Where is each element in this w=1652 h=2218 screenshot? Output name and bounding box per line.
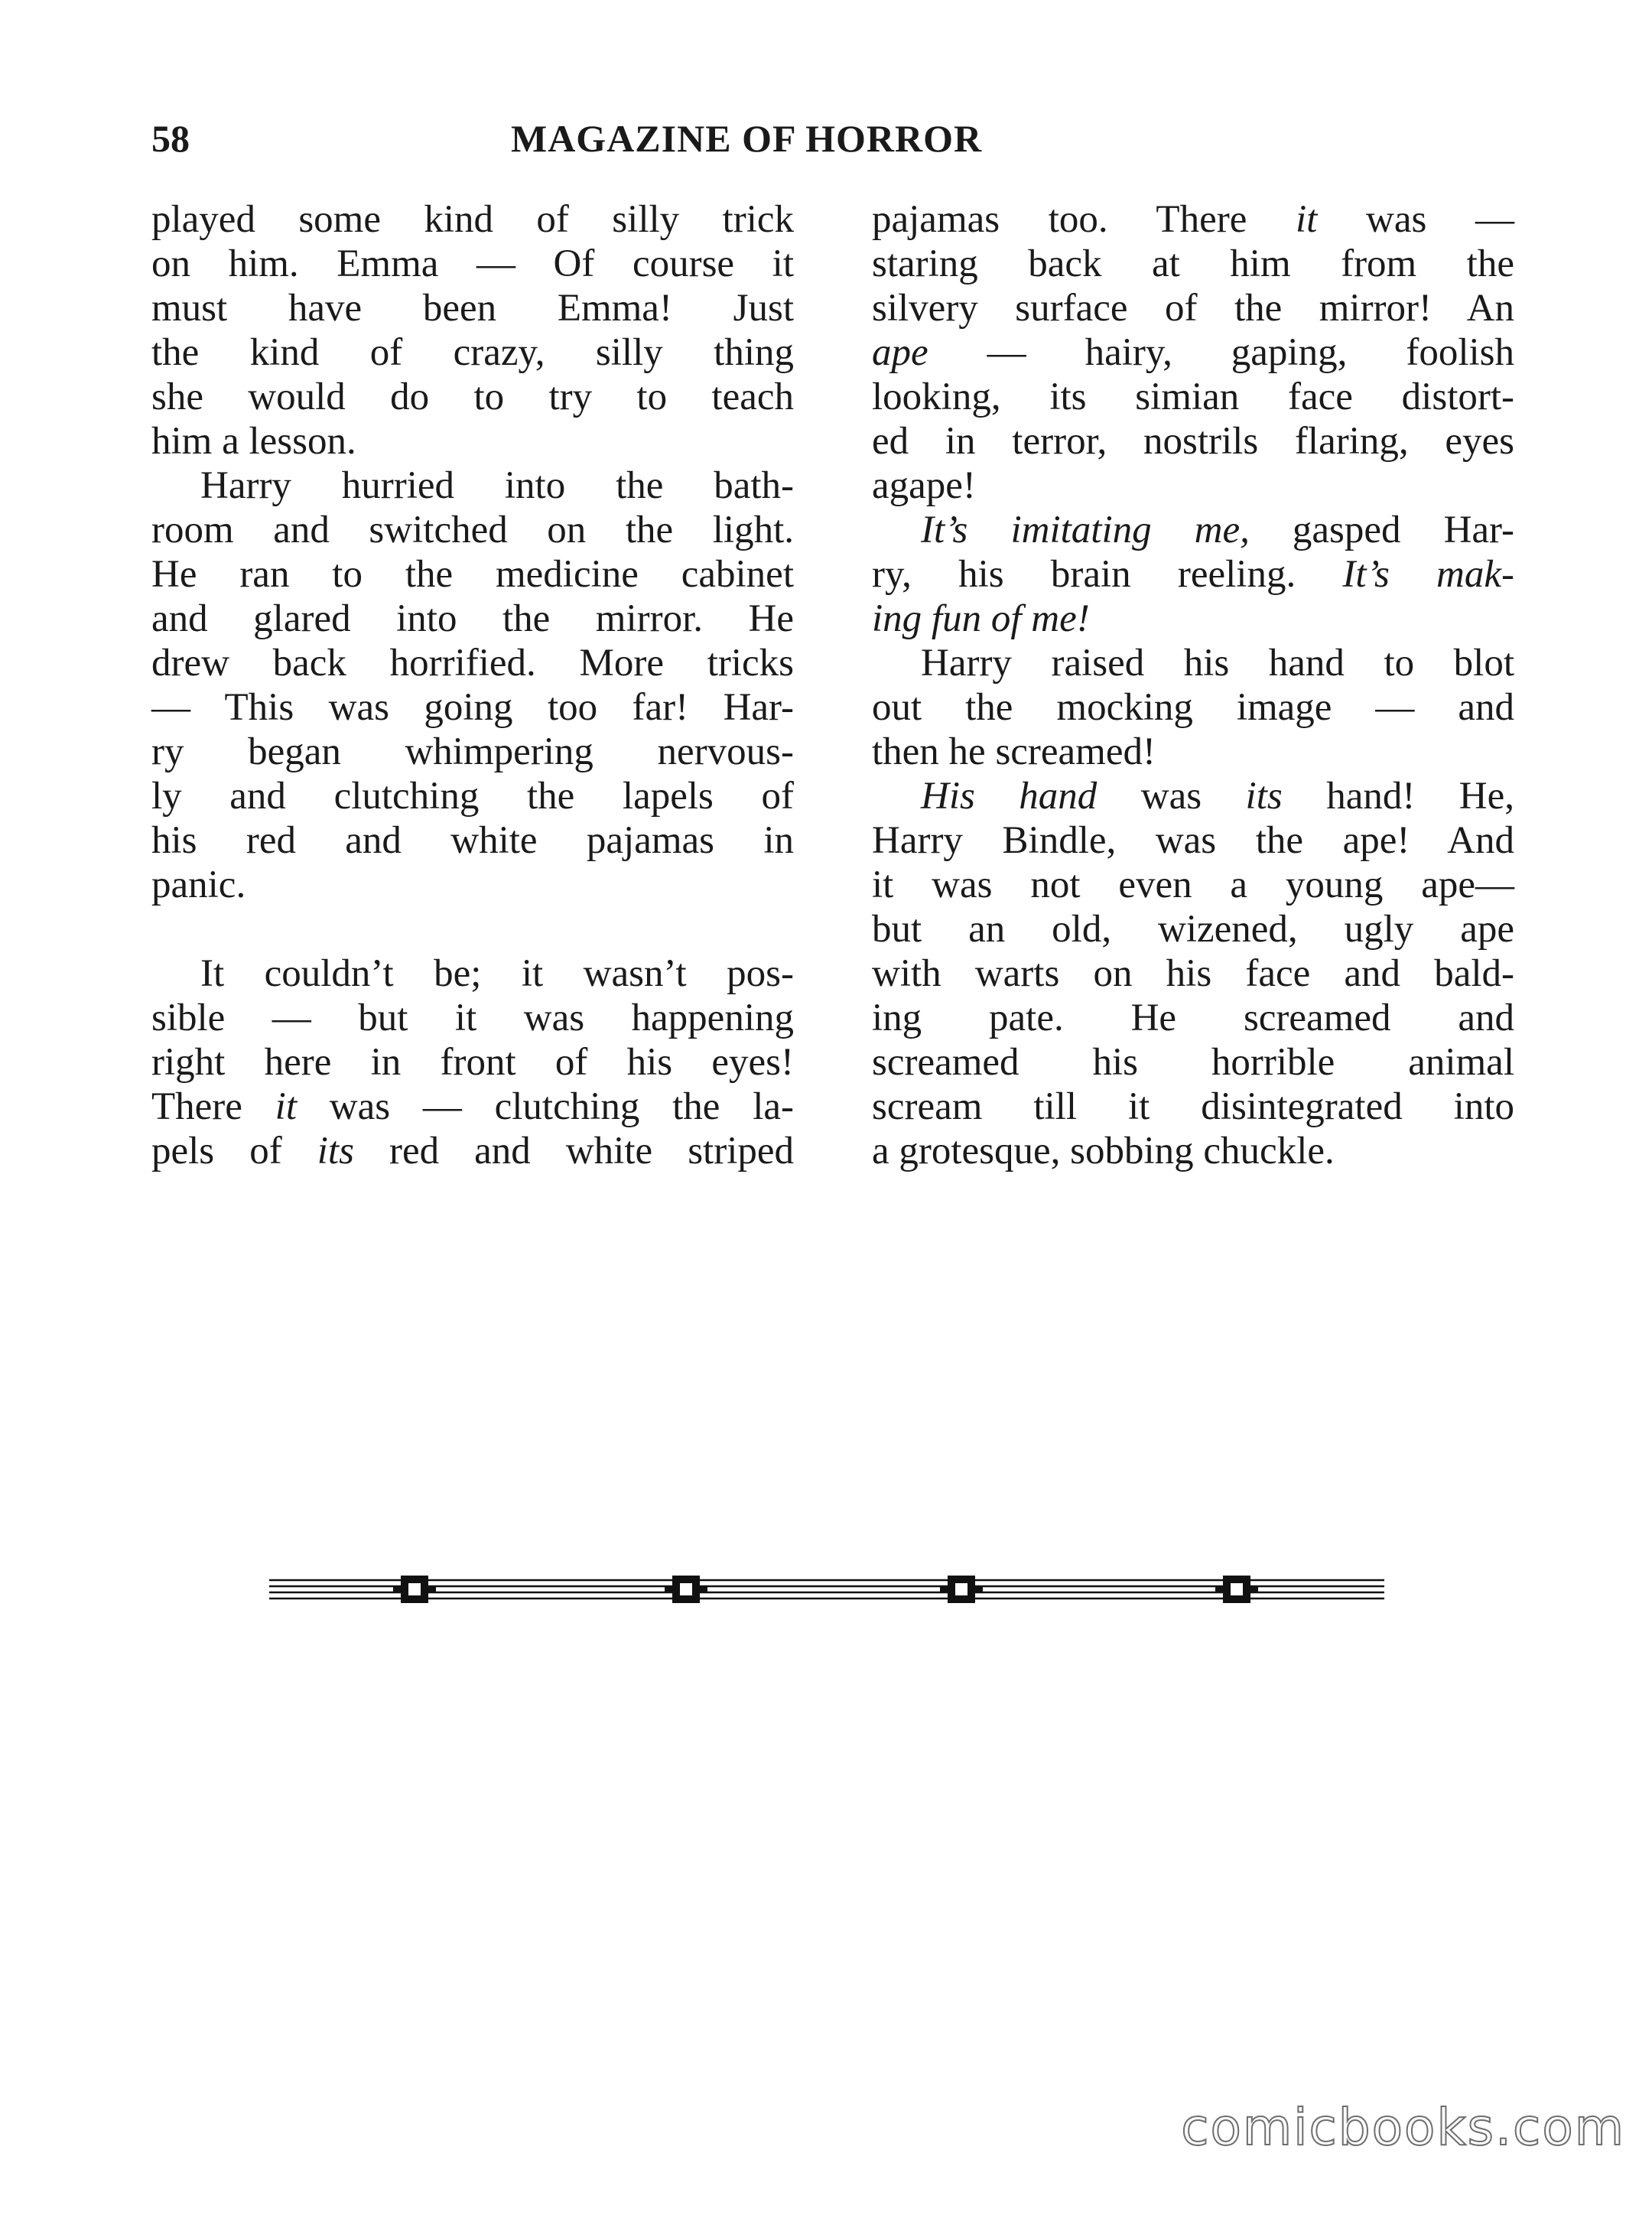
text-line bbox=[151, 818, 794, 863]
text-run: There bbox=[151, 1085, 275, 1128]
text-line bbox=[872, 996, 1514, 1040]
text-run: drew back horrified. More tricks bbox=[151, 642, 794, 685]
text-run: must have been Emma! Just bbox=[151, 287, 794, 330]
text-run: on him. Emma — Of course it bbox=[151, 242, 794, 285]
text-run: pajamas too. There bbox=[872, 198, 1296, 241]
text-run: scream till it disintegrated into bbox=[872, 1085, 1514, 1128]
text-line bbox=[151, 375, 794, 419]
italic-text: ing fun of me! bbox=[872, 597, 1090, 640]
text-line bbox=[151, 597, 794, 641]
text-line bbox=[872, 863, 1514, 907]
text-run: with warts on his face and bald- bbox=[872, 952, 1514, 995]
text-run: then he screamed! bbox=[872, 730, 1156, 773]
text-run: Harry Bindle, was the ape! And bbox=[872, 819, 1514, 862]
text-run: ed in terror, nostrils flaring, eyes bbox=[872, 420, 1514, 463]
right-text-column bbox=[872, 197, 1514, 1173]
text-run: a grotesque, sobbing chuckle. bbox=[872, 1130, 1335, 1172]
text-line bbox=[872, 907, 1514, 951]
text-line bbox=[151, 1129, 794, 1173]
text-run: him a lesson. bbox=[151, 420, 356, 463]
text-line bbox=[151, 552, 794, 597]
text-line bbox=[151, 774, 794, 818]
page-number: 58 bbox=[151, 117, 190, 160]
running-title: MAGAZINE OF HORROR bbox=[511, 117, 983, 160]
text-run: right here in front of his eyes! bbox=[151, 1041, 794, 1084]
text-line bbox=[872, 774, 1514, 818]
text-line bbox=[151, 730, 794, 774]
text-run: ly and clutching the lapels of bbox=[151, 775, 794, 818]
italic-text: ape bbox=[872, 331, 928, 374]
text-line bbox=[151, 463, 794, 508]
text-run: Harry raised his hand to blot bbox=[921, 642, 1514, 685]
text-run: the kind of crazy, silly thing bbox=[151, 331, 794, 374]
text-line bbox=[872, 375, 1514, 419]
text-run: looking, its simian face distort- bbox=[872, 376, 1514, 418]
italic-text: His hand bbox=[921, 775, 1098, 818]
text-run: his red and white pajamas in bbox=[151, 819, 794, 862]
text-run: It couldn’t be; it wasn’t pos- bbox=[200, 952, 794, 995]
text-run: played some kind of silly trick bbox=[151, 198, 794, 241]
text-run: panic. bbox=[151, 863, 246, 906]
watermark: comicbooks.com bbox=[1181, 2098, 1625, 2157]
text-run: was — bbox=[1317, 198, 1514, 241]
text-run: He ran to the medicine cabinet bbox=[151, 553, 794, 596]
text-run: gasped Har- bbox=[1249, 509, 1514, 551]
text-run: hand! He, bbox=[1282, 775, 1514, 818]
text-line bbox=[151, 330, 794, 375]
text-line bbox=[151, 951, 794, 996]
text-line bbox=[872, 330, 1514, 375]
text-line bbox=[872, 951, 1514, 996]
text-line bbox=[872, 1085, 1514, 1129]
text-line bbox=[151, 863, 794, 907]
text-run: ing pate. He screamed and bbox=[872, 997, 1514, 1039]
text-line bbox=[872, 463, 1514, 508]
italic-text: it bbox=[275, 1085, 298, 1128]
italic-text: It’s imitating me, bbox=[921, 509, 1250, 551]
text-run: red and white striped bbox=[353, 1130, 795, 1172]
text-line bbox=[872, 552, 1514, 597]
text-line bbox=[151, 508, 794, 552]
text-line bbox=[872, 818, 1514, 863]
text-line bbox=[151, 197, 794, 242]
text-run: it was not even a young ape— bbox=[872, 863, 1514, 906]
text-line bbox=[872, 1040, 1514, 1085]
section-break-ornament bbox=[269, 1566, 1384, 1612]
text-run: ry, his brain reeling. bbox=[872, 553, 1343, 596]
text-line bbox=[151, 996, 794, 1040]
text-line bbox=[151, 286, 794, 330]
text-run: silvery surface of the mirror! An bbox=[872, 287, 1514, 330]
text-run: but an old, wizened, ugly ape bbox=[872, 908, 1514, 951]
text-run: — hairy, gaping, foolish bbox=[928, 331, 1514, 374]
text-line bbox=[872, 1129, 1514, 1173]
text-run: was bbox=[1097, 775, 1246, 818]
italic-text: it bbox=[1296, 198, 1318, 241]
text-run: agape! bbox=[872, 464, 976, 507]
text-run: room and switched on the light. bbox=[151, 509, 794, 551]
text-line bbox=[872, 286, 1514, 330]
text-run: — This was going too far! Har- bbox=[151, 686, 794, 729]
text-run: Harry hurried into the bath- bbox=[200, 464, 794, 507]
text-run: staring back at him from the bbox=[872, 242, 1514, 285]
left-text-column bbox=[151, 197, 794, 1173]
italic-text: its bbox=[1245, 775, 1283, 818]
text-line bbox=[872, 419, 1514, 463]
text-line bbox=[872, 508, 1514, 552]
text-run: pels of bbox=[151, 1130, 317, 1172]
text-line bbox=[872, 242, 1514, 286]
text-line bbox=[151, 685, 794, 730]
text-run: sible — but it was happening bbox=[151, 997, 794, 1039]
text-line bbox=[151, 641, 794, 685]
text-line bbox=[151, 419, 794, 463]
text-run: screamed his horrible animal bbox=[872, 1041, 1514, 1084]
text-run: she would do to try to teach bbox=[151, 376, 794, 418]
text-run: and glared into the mirror. He bbox=[151, 597, 794, 640]
text-line bbox=[151, 1040, 794, 1085]
italic-text: It’s mak- bbox=[1342, 553, 1514, 596]
text-line bbox=[872, 597, 1514, 641]
text-line bbox=[151, 242, 794, 286]
text-line bbox=[872, 730, 1514, 774]
italic-text: its bbox=[317, 1130, 354, 1172]
text-line bbox=[151, 1085, 794, 1129]
text-line bbox=[872, 197, 1514, 242]
text-line bbox=[872, 685, 1514, 730]
text-run: ry began whimpering nervous- bbox=[151, 730, 794, 773]
text-run: was — clutching the la- bbox=[297, 1085, 794, 1128]
text-run: out the mocking image — and bbox=[872, 686, 1514, 729]
paragraph-gap bbox=[151, 907, 794, 951]
page-header bbox=[151, 116, 1513, 162]
text-line bbox=[872, 641, 1514, 685]
